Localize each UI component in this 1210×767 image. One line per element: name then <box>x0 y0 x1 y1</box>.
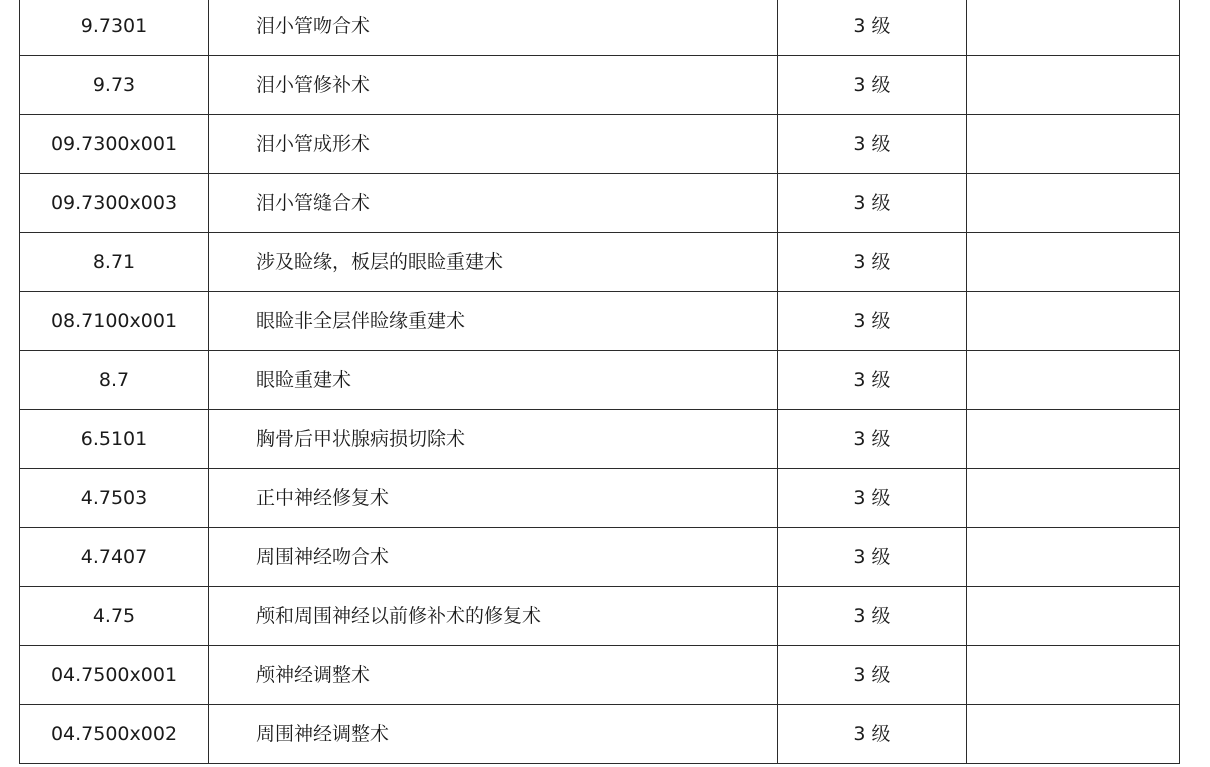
procedure-code-cell: 4.7407 <box>20 528 209 587</box>
procedure-name-cell: 胸骨后甲状腺病损切除术 <box>209 410 778 469</box>
surgery-grade-cell: 3 级 <box>778 469 967 528</box>
table-body <box>20 0 1180 764</box>
surgery-grade-cell: 3 级 <box>778 56 967 115</box>
procedure-code-cell: 6.5101 <box>20 410 209 469</box>
remarks-cell <box>967 292 1180 351</box>
remarks-cell <box>967 587 1180 646</box>
procedure-code-cell: 04.7500x001 <box>20 646 209 705</box>
procedure-code-cell: 8.71 <box>20 233 209 292</box>
procedure-code-cell: 8.7 <box>20 351 209 410</box>
table-row <box>20 56 1180 115</box>
table-row <box>20 233 1180 292</box>
remarks-cell <box>967 115 1180 174</box>
surgery-grade-cell: 3 级 <box>778 233 967 292</box>
surgery-grade-cell: 3 级 <box>778 351 967 410</box>
remarks-cell <box>967 56 1180 115</box>
procedure-name-cell: 泪小管吻合术 <box>209 0 778 56</box>
surgery-grade-cell: 3 级 <box>778 0 967 56</box>
surgery-grade-cell: 3 级 <box>778 292 967 351</box>
procedure-name-cell: 颅和周围神经以前修补术的修复术 <box>209 587 778 646</box>
procedure-name-cell: 泪小管修补术 <box>209 56 778 115</box>
remarks-cell <box>967 233 1180 292</box>
table-row <box>20 410 1180 469</box>
remarks-cell <box>967 0 1180 56</box>
procedure-code-cell: 04.7500x002 <box>20 705 209 764</box>
procedure-grade-table <box>19 0 1180 764</box>
remarks-cell <box>967 646 1180 705</box>
table-row <box>20 646 1180 705</box>
table-row <box>20 587 1180 646</box>
procedure-name-cell: 周围神经吻合术 <box>209 528 778 587</box>
table-row <box>20 292 1180 351</box>
procedure-name-cell: 眼睑重建术 <box>209 351 778 410</box>
table-row <box>20 174 1180 233</box>
surgery-grade-cell: 3 级 <box>778 115 967 174</box>
procedure-code-cell: 9.7301 <box>20 0 209 56</box>
surgery-grade-cell: 3 级 <box>778 528 967 587</box>
surgery-grade-cell: 3 级 <box>778 705 967 764</box>
procedure-name-cell: 眼睑非全层伴睑缘重建术 <box>209 292 778 351</box>
procedure-name-cell: 颅神经调整术 <box>209 646 778 705</box>
table-row <box>20 705 1180 764</box>
table-row <box>20 351 1180 410</box>
procedure-name-cell: 泪小管成形术 <box>209 115 778 174</box>
surgery-grade-cell: 3 级 <box>778 646 967 705</box>
procedure-code-cell: 4.7503 <box>20 469 209 528</box>
remarks-cell <box>967 705 1180 764</box>
remarks-cell <box>967 410 1180 469</box>
table-row <box>20 115 1180 174</box>
procedure-name-cell: 泪小管缝合术 <box>209 174 778 233</box>
surgery-grade-cell: 3 级 <box>778 174 967 233</box>
procedure-code-cell: 9.73 <box>20 56 209 115</box>
remarks-cell <box>967 174 1180 233</box>
table-row <box>20 528 1180 587</box>
remarks-cell <box>967 469 1180 528</box>
procedure-name-cell: 涉及睑缘，板层的眼睑重建术 <box>209 233 778 292</box>
procedure-name-cell: 正中神经修复术 <box>209 469 778 528</box>
table-row <box>20 0 1180 56</box>
remarks-cell <box>967 351 1180 410</box>
procedure-code-cell: 09.7300x001 <box>20 115 209 174</box>
remarks-cell <box>967 528 1180 587</box>
procedure-code-cell: 4.75 <box>20 587 209 646</box>
procedure-code-cell: 09.7300x003 <box>20 174 209 233</box>
surgery-grade-cell: 3 级 <box>778 410 967 469</box>
procedure-name-cell: 周围神经调整术 <box>209 705 778 764</box>
table-row <box>20 469 1180 528</box>
surgery-grade-cell: 3 级 <box>778 587 967 646</box>
procedure-code-cell: 08.7100x001 <box>20 292 209 351</box>
